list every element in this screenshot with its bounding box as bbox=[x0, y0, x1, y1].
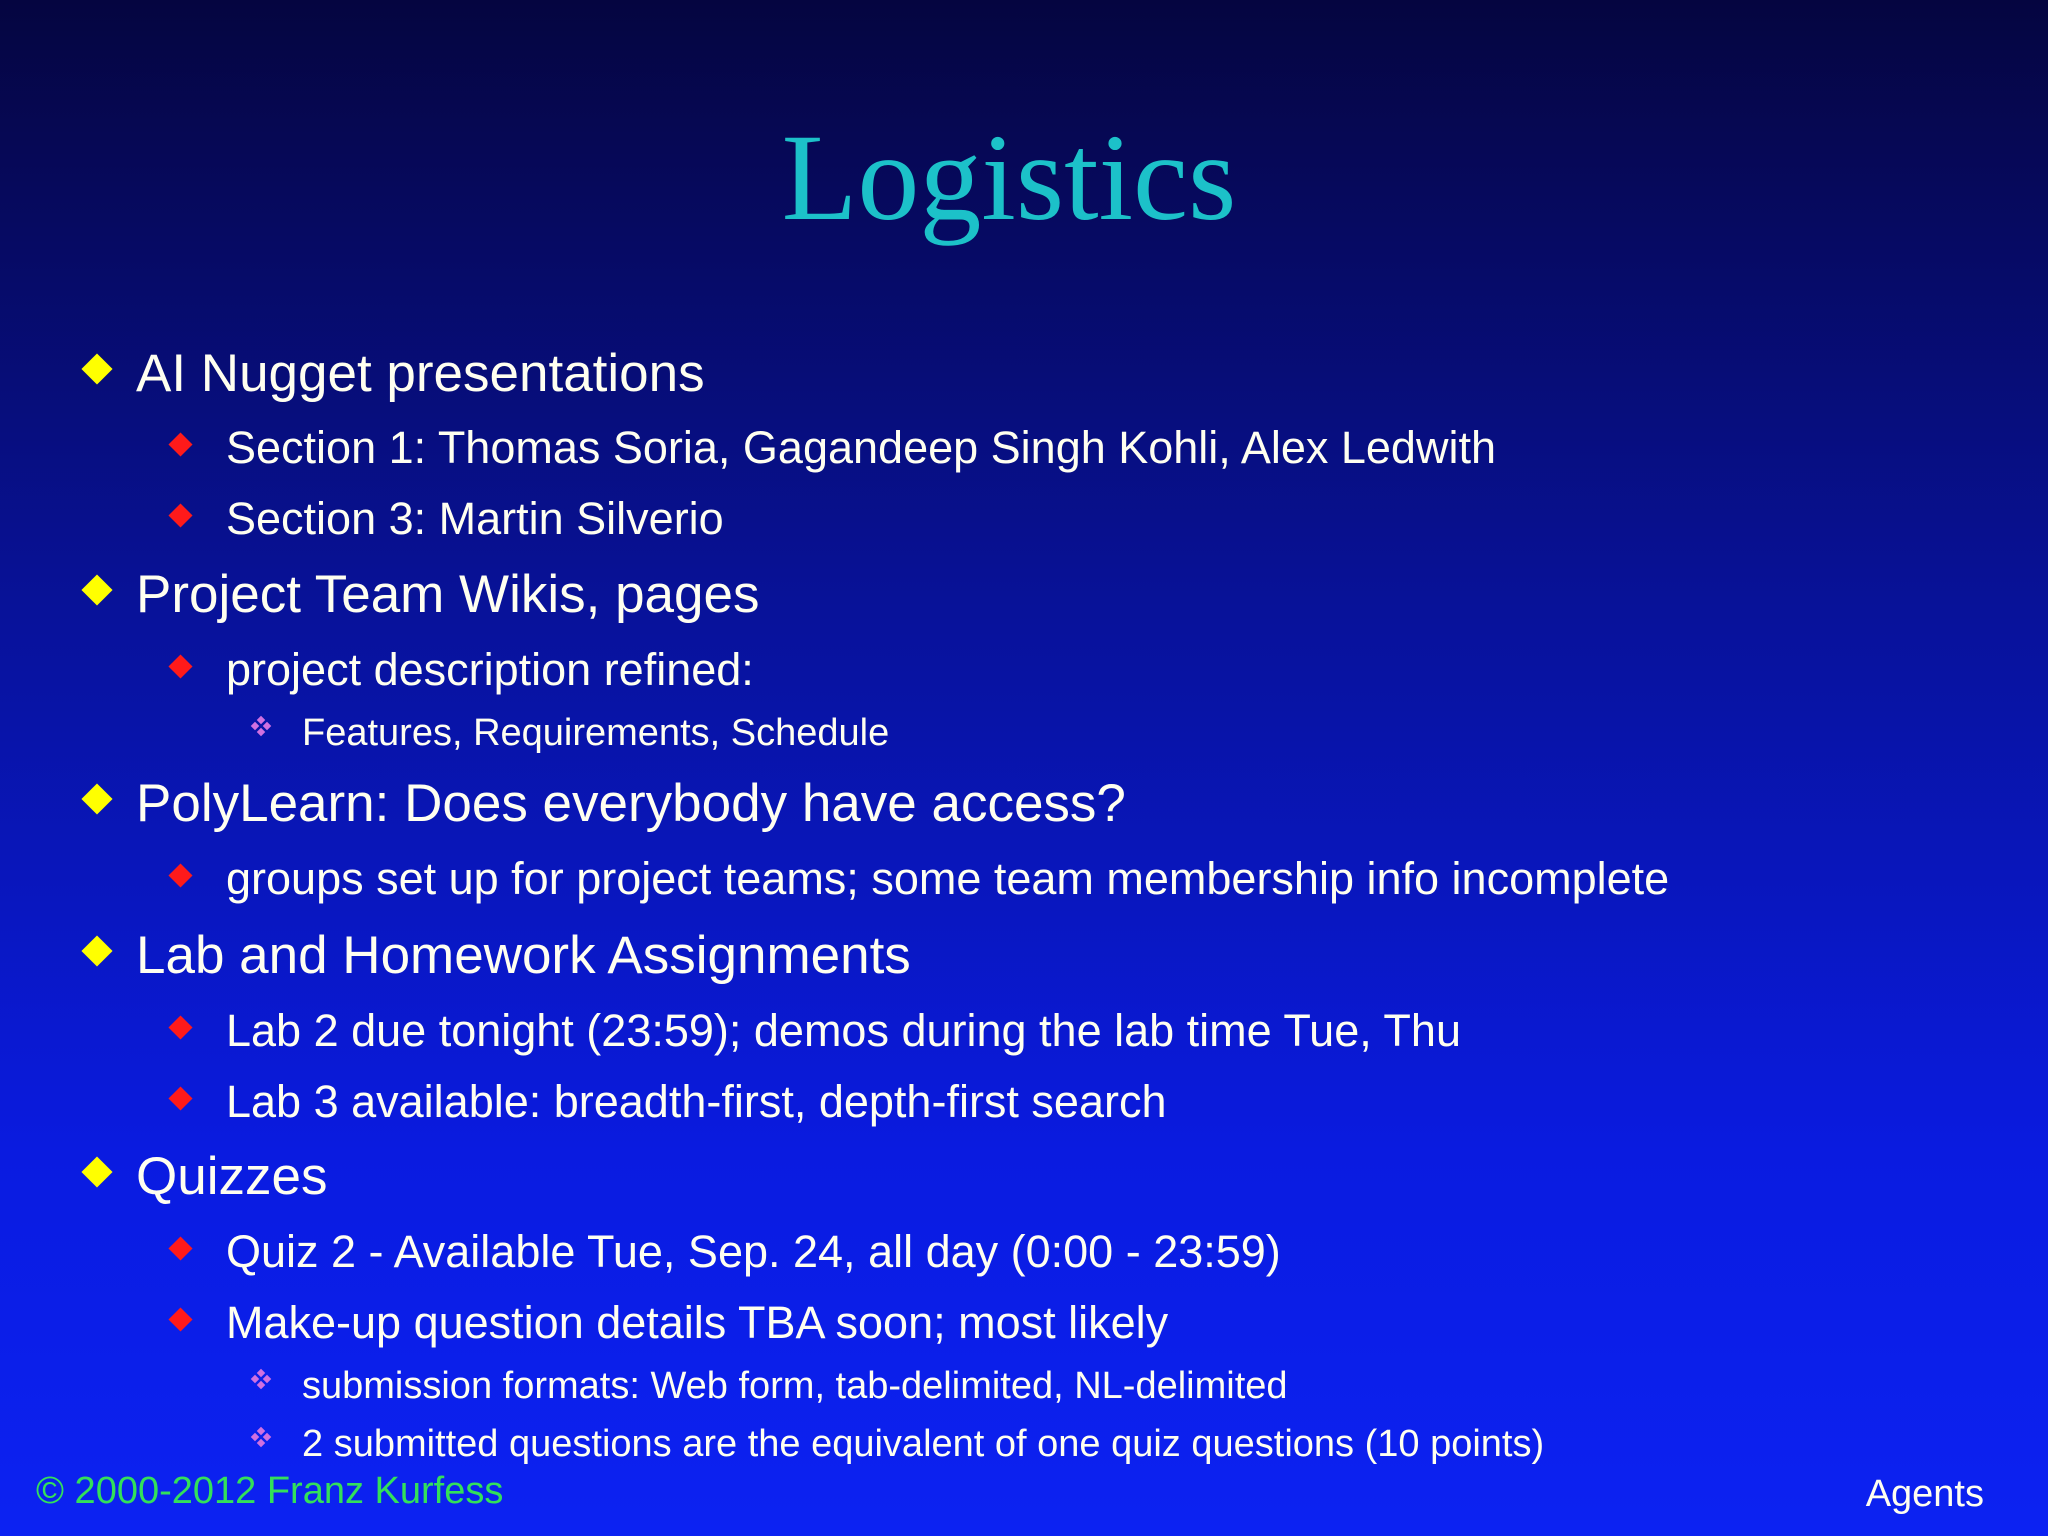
bullet-text: Section 1: Thomas Soria, Gagandeep Singh Kohli, Alex Ledwith bbox=[226, 422, 1496, 473]
section-footer: Agents bbox=[1865, 1473, 1984, 1515]
bullet-text: Section 3: Martin Silverio bbox=[226, 493, 724, 544]
bullet-item-level2 bbox=[226, 644, 754, 696]
bullet-item-level1 bbox=[136, 1147, 327, 1207]
bullet-item-level2 bbox=[226, 422, 1496, 474]
bullet-item-level2 bbox=[226, 1005, 1461, 1057]
bullet-text: PolyLearn: Does everybody have access? bbox=[136, 774, 1126, 833]
bullet-text: Lab 3 available: breadth-first, depth-first search bbox=[226, 1076, 1167, 1127]
bullet-item-level3 bbox=[302, 711, 889, 755]
bullet-text: Features, Requirements, Schedule bbox=[302, 712, 890, 754]
bullet-item-level3 bbox=[302, 1364, 1288, 1408]
bullet-text: project description refined: bbox=[226, 644, 754, 695]
purple-four-diamond-icon bbox=[252, 717, 270, 735]
bullet-item-level2 bbox=[226, 1226, 1281, 1278]
red-diamond-icon bbox=[168, 1015, 192, 1039]
bullet-item-level1 bbox=[136, 926, 911, 986]
yellow-diamond-icon bbox=[81, 1156, 112, 1187]
yellow-diamond-icon bbox=[81, 935, 112, 966]
bullet-text: submission formats: Web form, tab-delimited, NL-delimited bbox=[302, 1365, 1288, 1407]
bullet-item-level2 bbox=[226, 493, 724, 545]
bullet-item-level3 bbox=[302, 1422, 1544, 1466]
copyright-footer: © 2000-2012 Franz Kurfess bbox=[36, 1470, 504, 1512]
bullet-text: Quiz 2 - Available Tue, Sep. 24, all day (0:00 - 23:59) bbox=[226, 1226, 1281, 1277]
red-diamond-icon bbox=[168, 1236, 192, 1260]
bullet-item-level1 bbox=[136, 344, 705, 404]
bullet-text: Project Team Wikis, pages bbox=[136, 565, 760, 624]
red-diamond-icon bbox=[168, 1086, 192, 1110]
bullet-text: Lab 2 due tonight (23:59); demos during the lab time Tue, Thu bbox=[226, 1005, 1461, 1056]
slide-title: Logistics bbox=[781, 109, 1237, 246]
bullet-text: groups set up for project teams; some team membership info incomplete bbox=[226, 853, 1670, 904]
purple-four-diamond-icon bbox=[252, 1428, 270, 1446]
red-diamond-icon bbox=[168, 432, 192, 456]
bullet-item-level2 bbox=[226, 853, 1669, 905]
bullet-item-level2 bbox=[226, 1297, 1168, 1349]
red-diamond-icon bbox=[168, 1307, 192, 1331]
bullet-text: 2 submitted questions are the equivalent of one quiz questions (10 points) bbox=[302, 1423, 1545, 1465]
bullet-text: Lab and Homework Assignments bbox=[136, 926, 911, 985]
red-diamond-icon bbox=[168, 654, 192, 678]
red-diamond-icon bbox=[168, 503, 192, 527]
bullet-text: Make-up question details TBA soon; most likely bbox=[226, 1297, 1169, 1348]
red-diamond-icon bbox=[168, 863, 192, 887]
yellow-diamond-icon bbox=[81, 574, 112, 605]
bullet-text: Quizzes bbox=[136, 1147, 328, 1206]
yellow-diamond-icon bbox=[81, 783, 112, 814]
bullet-text: AI Nugget presentations bbox=[136, 344, 705, 403]
bullet-item-level2 bbox=[226, 1076, 1167, 1128]
purple-four-diamond-icon bbox=[252, 1370, 270, 1388]
bullet-item-level1 bbox=[136, 774, 1126, 834]
bullet-item-level1 bbox=[136, 565, 759, 625]
yellow-diamond-icon bbox=[81, 353, 112, 384]
